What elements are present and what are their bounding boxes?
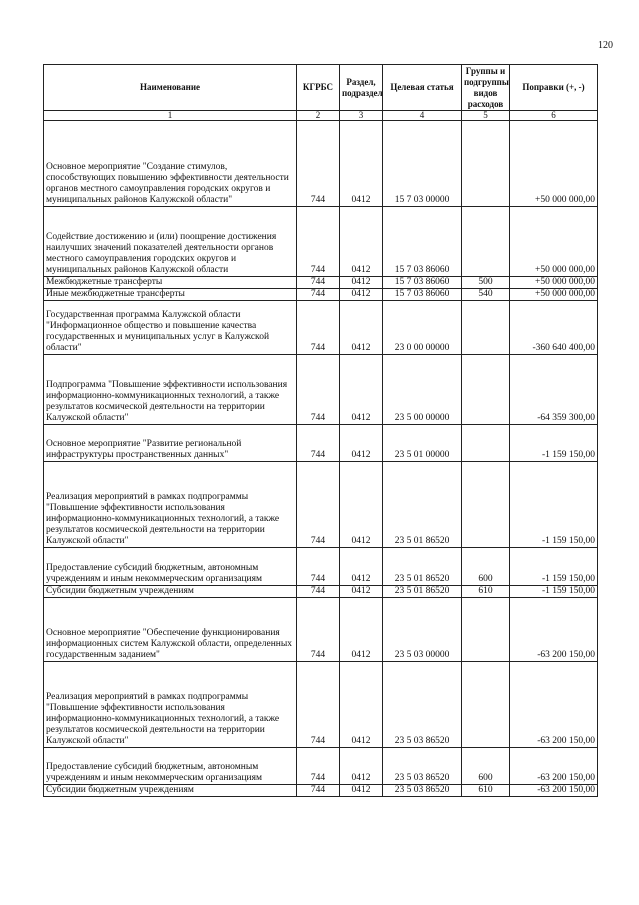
row-amount-cell: +50 000 000,00 [510, 277, 598, 289]
table-row [44, 598, 598, 662]
row-name-cell: Субсидии бюджетным учреждениям [44, 785, 297, 797]
row-kgrbs-cell: 744 [297, 425, 340, 462]
row-section-cell: 0412 [340, 662, 383, 748]
row-kgrbs-cell: 744 [297, 277, 340, 289]
row-section-cell: 0412 [340, 207, 383, 277]
row-name-cell: Реализация мероприятий в рамках подпрограммы "Повышение эффективности использования информационно-коммуникационных технологий, а также результатов космической деятельности на территории Калужской области" [44, 662, 297, 748]
row-group-cell: 610 [462, 785, 510, 797]
table-row [44, 748, 598, 785]
row-name-cell: Содействие достижению и (или) поощрение достижения наилучших значений показателей деятельности органов местного самоуправления городских округов и муниципальных районов Калужской области [44, 207, 297, 277]
row-name-cell: Реализация мероприятий в рамках подпрограммы "Повышение эффективности использования информационно-коммуникационных технологий, а также результатов космической деятельности на территории Калужской области" [44, 462, 297, 548]
row-kgrbs-cell: 744 [297, 748, 340, 785]
row-kgrbs-cell: 744 [297, 355, 340, 425]
row-amount-cell: -1 159 150,00 [510, 425, 598, 462]
column-number-row [44, 111, 598, 121]
row-name-cell: Межбюджетные трансферты [44, 277, 297, 289]
row-section-cell: 0412 [340, 785, 383, 797]
row-group-cell [462, 355, 510, 425]
row-amount-cell: -360 640 400,00 [510, 301, 598, 355]
header-row [44, 65, 598, 111]
row-target-cell: 23 5 01 86520 [383, 586, 462, 598]
row-target-cell: 23 5 03 00000 [383, 598, 462, 662]
row-name-cell: Иные межбюджетные трансферты [44, 289, 297, 301]
row-name-cell: Основное мероприятие "Создание стимулов, способствующих повышению эффективности деятельности органов местного самоуправления городских округов и муниципальных районов Калужской области" [44, 121, 297, 207]
row-section-cell: 0412 [340, 548, 383, 586]
row-kgrbs-cell: 744 [297, 462, 340, 548]
table-row [44, 425, 598, 462]
row-section-cell: 0412 [340, 289, 383, 301]
row-kgrbs-cell: 744 [297, 301, 340, 355]
row-section-cell: 0412 [340, 301, 383, 355]
row-amount-cell: +50 000 000,00 [510, 289, 598, 301]
row-kgrbs-cell: 744 [297, 598, 340, 662]
row-group-cell: 500 [462, 277, 510, 289]
row-target-cell: 23 5 00 00000 [383, 355, 462, 425]
row-name-cell: Государственная программа Калужской области "Информационное общество и повышение качества государственных и муниципальных услуг в Калужской области" [44, 301, 297, 355]
header-name: Наименование [44, 65, 297, 111]
page-number: 120 [598, 40, 613, 51]
row-group-cell [462, 207, 510, 277]
row-kgrbs-cell: 744 [297, 548, 340, 586]
row-group-cell: 600 [462, 748, 510, 785]
row-target-cell: 15 7 03 86060 [383, 277, 462, 289]
row-target-cell: 23 0 00 00000 [383, 301, 462, 355]
row-amount-cell: -1 159 150,00 [510, 586, 598, 598]
row-target-cell: 23 5 03 86520 [383, 748, 462, 785]
table-row [44, 207, 598, 277]
table-row [44, 277, 598, 289]
table-row [44, 355, 598, 425]
row-name-cell: Подпрограмма "Повышение эффективности использования информационно-коммуникационных технологий, а также результатов космической деятельности на территории Калужской области" [44, 355, 297, 425]
table-row [44, 289, 598, 301]
column-number: 5 [462, 111, 510, 121]
row-target-cell: 15 7 03 00000 [383, 121, 462, 207]
column-number: 4 [383, 111, 462, 121]
row-amount-cell: -63 200 150,00 [510, 598, 598, 662]
row-group-cell [462, 121, 510, 207]
row-name-cell: Основное мероприятие "Обеспечение функционирования информационных систем Калужской области, определенных государственным заданием" [44, 598, 297, 662]
header-amendments: Поправки (+, -) [510, 65, 598, 111]
row-amount-cell: -64 359 300,00 [510, 355, 598, 425]
row-group-cell: 610 [462, 586, 510, 598]
column-number: 1 [44, 111, 297, 121]
row-amount-cell: +50 000 000,00 [510, 207, 598, 277]
row-section-cell: 0412 [340, 121, 383, 207]
row-group-cell: 540 [462, 289, 510, 301]
row-name-cell: Субсидии бюджетным учреждениям [44, 586, 297, 598]
row-amount-cell: +50 000 000,00 [510, 121, 598, 207]
row-group-cell [462, 462, 510, 548]
table-row [44, 785, 598, 797]
table-row [44, 586, 598, 598]
column-number: 6 [510, 111, 598, 121]
row-target-cell: 23 5 01 86520 [383, 462, 462, 548]
row-section-cell: 0412 [340, 425, 383, 462]
row-group-cell [462, 662, 510, 748]
column-number: 2 [297, 111, 340, 121]
row-amount-cell: -63 200 150,00 [510, 662, 598, 748]
row-kgrbs-cell: 744 [297, 121, 340, 207]
table-row [44, 548, 598, 586]
row-section-cell: 0412 [340, 598, 383, 662]
row-amount-cell: -63 200 150,00 [510, 785, 598, 797]
row-amount-cell: -1 159 150,00 [510, 548, 598, 586]
row-kgrbs-cell: 744 [297, 662, 340, 748]
row-group-cell: 600 [462, 548, 510, 586]
row-section-cell: 0412 [340, 462, 383, 548]
row-target-cell: 23 5 01 86520 [383, 548, 462, 586]
table-row [44, 662, 598, 748]
table-body [44, 121, 598, 797]
header-kgrbs: КГРБС [297, 65, 340, 111]
row-target-cell: 23 5 03 86520 [383, 785, 462, 797]
row-kgrbs-cell: 744 [297, 207, 340, 277]
column-number: 3 [340, 111, 383, 121]
row-section-cell: 0412 [340, 277, 383, 289]
row-name-cell: Предоставление субсидий бюджетным, автономным учреждениям и иным некоммерческим организациям [44, 748, 297, 785]
row-amount-cell: -1 159 150,00 [510, 462, 598, 548]
header-target: Целевая статья [383, 65, 462, 111]
row-kgrbs-cell: 744 [297, 785, 340, 797]
row-name-cell: Предоставление субсидий бюджетным, автономным учреждениям и иным некоммерческим организациям [44, 548, 297, 586]
row-kgrbs-cell: 744 [297, 586, 340, 598]
table-row [44, 121, 598, 207]
row-name-cell: Основное мероприятие "Развитие региональной инфраструктуры пространственных данных" [44, 425, 297, 462]
row-target-cell: 23 5 01 00000 [383, 425, 462, 462]
row-group-cell [462, 425, 510, 462]
header-groups: Группы и подгруппы видов расходов [462, 65, 510, 111]
table-row [44, 301, 598, 355]
row-section-cell: 0412 [340, 748, 383, 785]
table-row [44, 462, 598, 548]
row-target-cell: 15 7 03 86060 [383, 207, 462, 277]
row-target-cell: 15 7 03 86060 [383, 289, 462, 301]
row-section-cell: 0412 [340, 355, 383, 425]
header-section: Раздел, подраздел [340, 65, 383, 111]
budget-amendments-table [43, 64, 598, 797]
row-group-cell [462, 301, 510, 355]
row-target-cell: 23 5 03 86520 [383, 662, 462, 748]
row-kgrbs-cell: 744 [297, 289, 340, 301]
row-group-cell [462, 598, 510, 662]
row-section-cell: 0412 [340, 586, 383, 598]
row-amount-cell: -63 200 150,00 [510, 748, 598, 785]
